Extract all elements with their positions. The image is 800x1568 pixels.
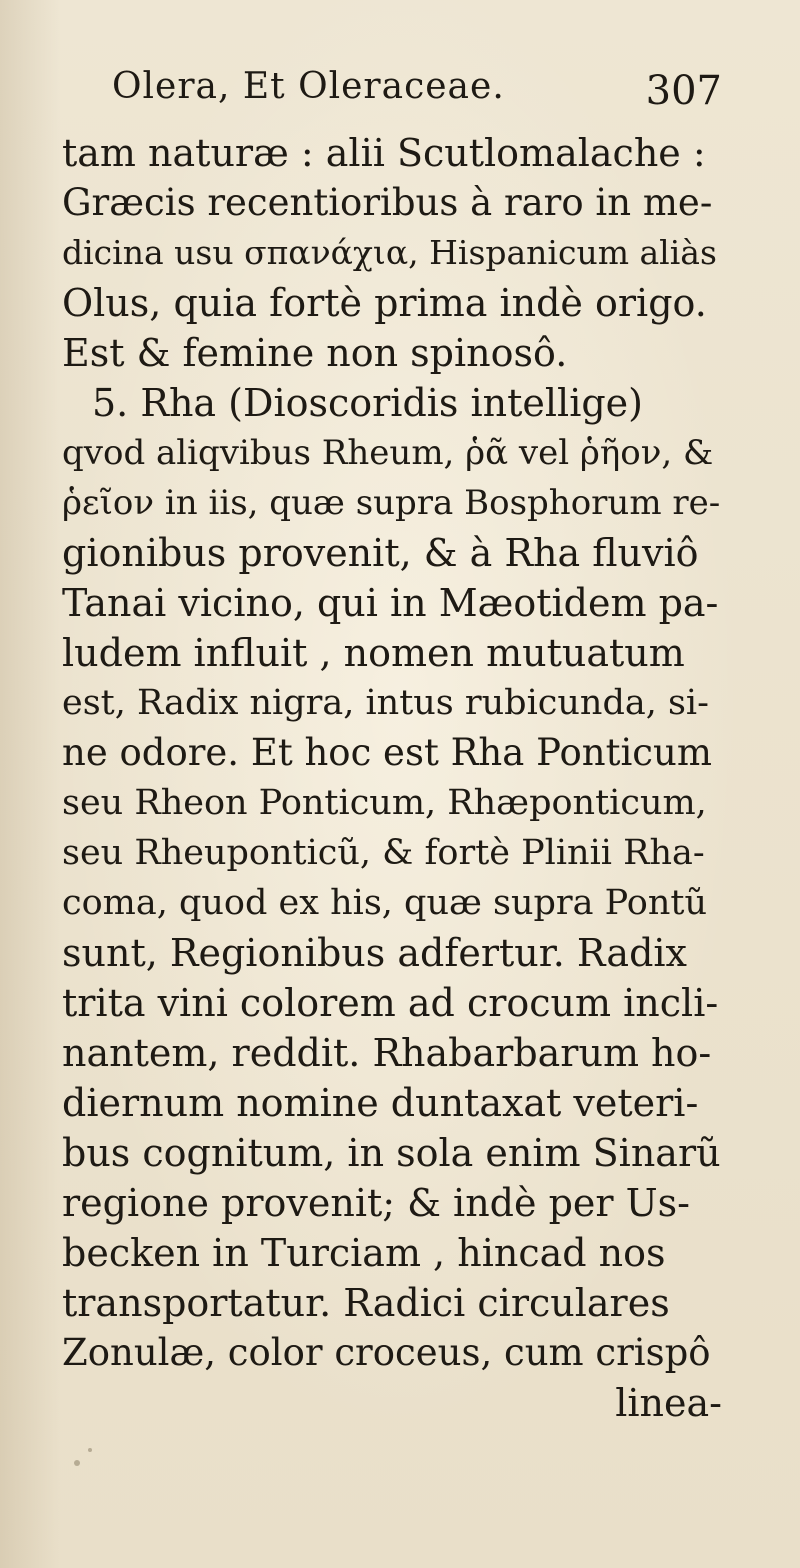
text-line: ne odore. Et hoc est Rha Ponticum xyxy=(62,731,712,774)
text-line: coma, quod ex his, quæ supra Pontũ xyxy=(62,883,708,923)
text-line: seu Rheuponticũ, & fortè Plinii Rha- xyxy=(62,833,705,873)
text-line: nantem, reddit. Rhabarbarum ho- xyxy=(62,1031,712,1075)
text-line: regione provenit; & indè per Us- xyxy=(62,1181,691,1225)
body-text xyxy=(62,128,722,1428)
text-line: diernum nomine duntaxat veteri- xyxy=(62,1081,699,1125)
text-line: ῥεῖον in iis, quæ supra Bosphorum re- xyxy=(62,483,721,523)
text-line: ludem influit , nomen mutuatum xyxy=(62,631,685,675)
text-line: qvod aliqvibus Rheum, ῥᾶ vel ῥῆον, & xyxy=(62,433,714,473)
text-line: Græcis recentioribus à raro in me- xyxy=(62,181,713,224)
text-line: Zonulæ, color croceus, cum crispô xyxy=(62,1331,711,1374)
text-line: Tanai vicino, qui in Mæotidem pa- xyxy=(62,581,719,625)
text-line: Olus, quia fortè prima indè origo. xyxy=(62,281,707,325)
text-line: sunt, Regionibus adfertur. Radix xyxy=(62,931,687,975)
text-line: transportatur. Radici circulares xyxy=(62,1281,670,1325)
text-line: bus cognitum, in sola enim Sinarũ xyxy=(62,1131,721,1175)
catchword: linea- xyxy=(615,1381,722,1425)
text-line: 5. Rha (Dioscoridis intellige) xyxy=(92,381,643,425)
text-line: seu Rheon Ponticum, Rhæponticum, xyxy=(62,783,707,823)
text-line: est, Radix nigra, intus rubicunda, si- xyxy=(62,683,709,723)
text-line: Est & femine non spinosô. xyxy=(62,331,568,375)
page-number: 307 xyxy=(645,68,722,114)
page-header xyxy=(112,66,722,126)
running-title: Olera, Et Oleraceae. xyxy=(112,66,505,107)
ink-speck xyxy=(74,1460,80,1466)
text-line: gionibus provenit, & à Rha fluviô xyxy=(62,531,699,575)
text-line: dicina usu σπανάχια, Hispanicum aliàs xyxy=(62,233,717,272)
text-line: becken in Turciam , hincad nos xyxy=(62,1231,666,1275)
ink-speck xyxy=(88,1448,92,1452)
text-line: tam naturæ : alii Scutlomalache : xyxy=(62,131,706,175)
page-gutter-shadow xyxy=(0,0,60,1568)
text-line: trita vini colorem ad crocum incli- xyxy=(62,981,719,1025)
